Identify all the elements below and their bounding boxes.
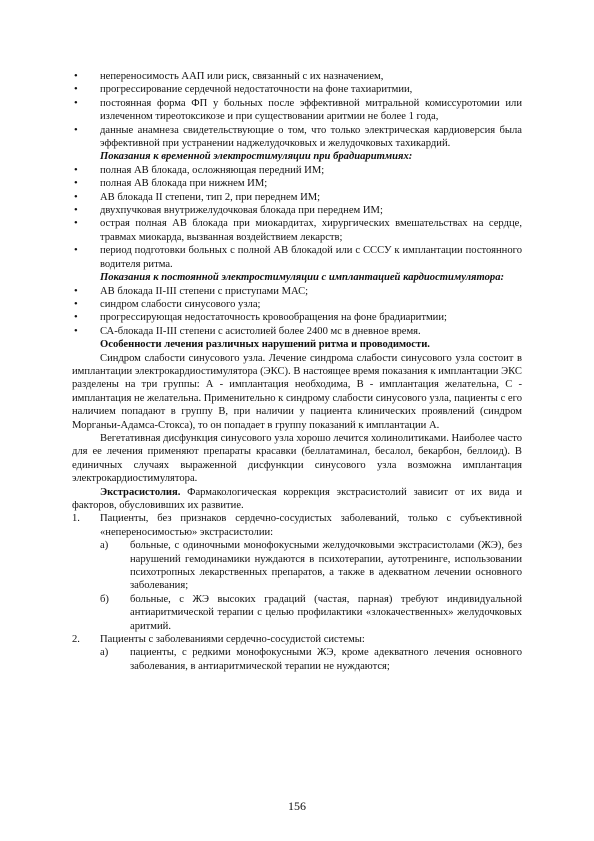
sub-item-label: а) [100, 647, 109, 659]
sub-item-text: больные, с ЖЭ высоких градаций (частая, парная) требуют индивидуальной антиаритмической терапии с целью профилактики «злокачественных» желудочковых аритмий. [130, 593, 522, 632]
heading-temporary-pacing: Показания к временной электростимуляции при брадиаритмиях: [100, 151, 413, 163]
numbered-item [72, 633, 522, 646]
list-item: • острая полная АВ блокада при миокардитах, хирургических вмешательствах на сердце, травмах миокарда, вызванная воздействием лекарств; [72, 217, 522, 244]
list-item: • постоянная форма ФП у больных после эффективной митральной комиссуротомии или излеченном тиреотоксикозе и при существовании аритмии не более 1 года, [72, 97, 522, 124]
extrasystole-text: Фармакологическая коррекция экстрасистолий зависит от их вида и факторов, обусловивших их развитие. [72, 486, 522, 511]
list-item: • данные анамнеза свидетельствующие о том, что только электрическая кардиоверсия была эффективной при устранении наджелудочковых и желудочковых тахикардий. [72, 124, 522, 151]
sub-item-text: пациенты, с редкими монофокусными ЖЭ, кроме адекватного лечения основного заболевания, в антиаритмической терапии не нуждаются; [130, 647, 522, 672]
heading-treatment-features: Особенности лечения различных нарушений ритма и проводимости. [100, 339, 430, 351]
item-text: Пациенты, без признаков сердечно-сосудистых заболеваний, только с субъективной «непереносимостью» экстрасистолии: [100, 513, 522, 538]
list-item: • АВ блокада II-III степени с приступами МАС; [72, 285, 522, 298]
bullet-list-permanent [72, 285, 522, 339]
list-item: • полная АВ блокада, осложняющая передний ИМ; [72, 164, 522, 177]
list-item: • период подготовки больных с полной АВ блокадой или с СССУ к имплантации постоянного водителя ритма. [72, 244, 522, 271]
item-text: Пациенты с заболеваниями сердечно-сосудистой системы: [100, 634, 365, 646]
bullet-list-top [72, 70, 522, 150]
list-item: • полная АВ блокада при нижнем ИМ; [72, 177, 522, 190]
list-item: • синдром слабости синусового узла; [72, 298, 522, 311]
list-item: • двухпучковая внутрижелудочковая блокада при переднем ИМ; [72, 204, 522, 217]
sub-item [72, 539, 522, 593]
term-extrasystole: Экстрасистолия. [100, 486, 181, 498]
sub-item [72, 593, 522, 633]
page-number: 156 [288, 799, 306, 813]
sub-item-label: б) [100, 593, 109, 605]
bullet-list-temporary [72, 164, 522, 271]
numbered-item [72, 512, 522, 539]
list-item: • СА-блокада II-III степени с асистолией более 2400 мс в дневное время. [72, 325, 522, 338]
item-number: 1. [72, 513, 80, 525]
list-item: • прогрессирование сердечной недостаточности на фоне тахиаритмии, [72, 83, 522, 96]
sub-item-text: больные, с одиночными монофокусными желудочковыми экстрасистолами (ЖЭ), без нарушений гемодинамики нуждаются в психотерапии, аутотренинге, использовании психотропных лекарственных препаратов, а также в адекватном лечении основного заболевания; [130, 540, 522, 592]
paragraph-sick-sinus: Синдром слабости синусового узла. Лечение синдрома слабости синусового узла состоит в имплантации электрокардиостимулятора (ЭКС). В настоящее время показания к имплантации ЭКС разделены на три группы: А - имплантация необходима, В - имплантация желательна, С - имплантация не желательна. Применительно к синдрому слабости синусового узла, пациенты с его наличием попадают в группу В, при наличии у пациента клинических проявлений (синдром Морганьи-Адамса-Стокса), то он попадает в группу показаний к имплантации А. [72, 352, 523, 431]
sub-item [72, 646, 522, 673]
list-item: • непереносимость ААП или риск, связанный с их назначением, [72, 70, 522, 83]
list-item: • АВ блокада II степени, тип 2, при переднем ИМ; [72, 191, 522, 204]
paragraph-vegetative-dysfunction: Вегетативная дисфункция синусового узла хорошо лечится холинолитиками. Наиболее часто для ее лечения применяют препараты красавки (беллатаминал, бесалол, бекарбон, беллоид). В единичных случаях выраженной дисфункции синусового узла возможна имплантация электрокардиостимулятора. [72, 432, 522, 485]
numbered-list [72, 512, 522, 673]
heading-permanent-pacing: Показания к постоянной электростимуляции с имплантацией кардиостимулятора: [100, 272, 505, 284]
paragraph-extrasystole [72, 486, 522, 513]
item-number: 2. [72, 634, 80, 646]
sub-item-label: а) [100, 540, 109, 552]
list-item: • прогрессирующая недостаточность кровообращения на фоне брадиаритмии; [72, 311, 522, 324]
